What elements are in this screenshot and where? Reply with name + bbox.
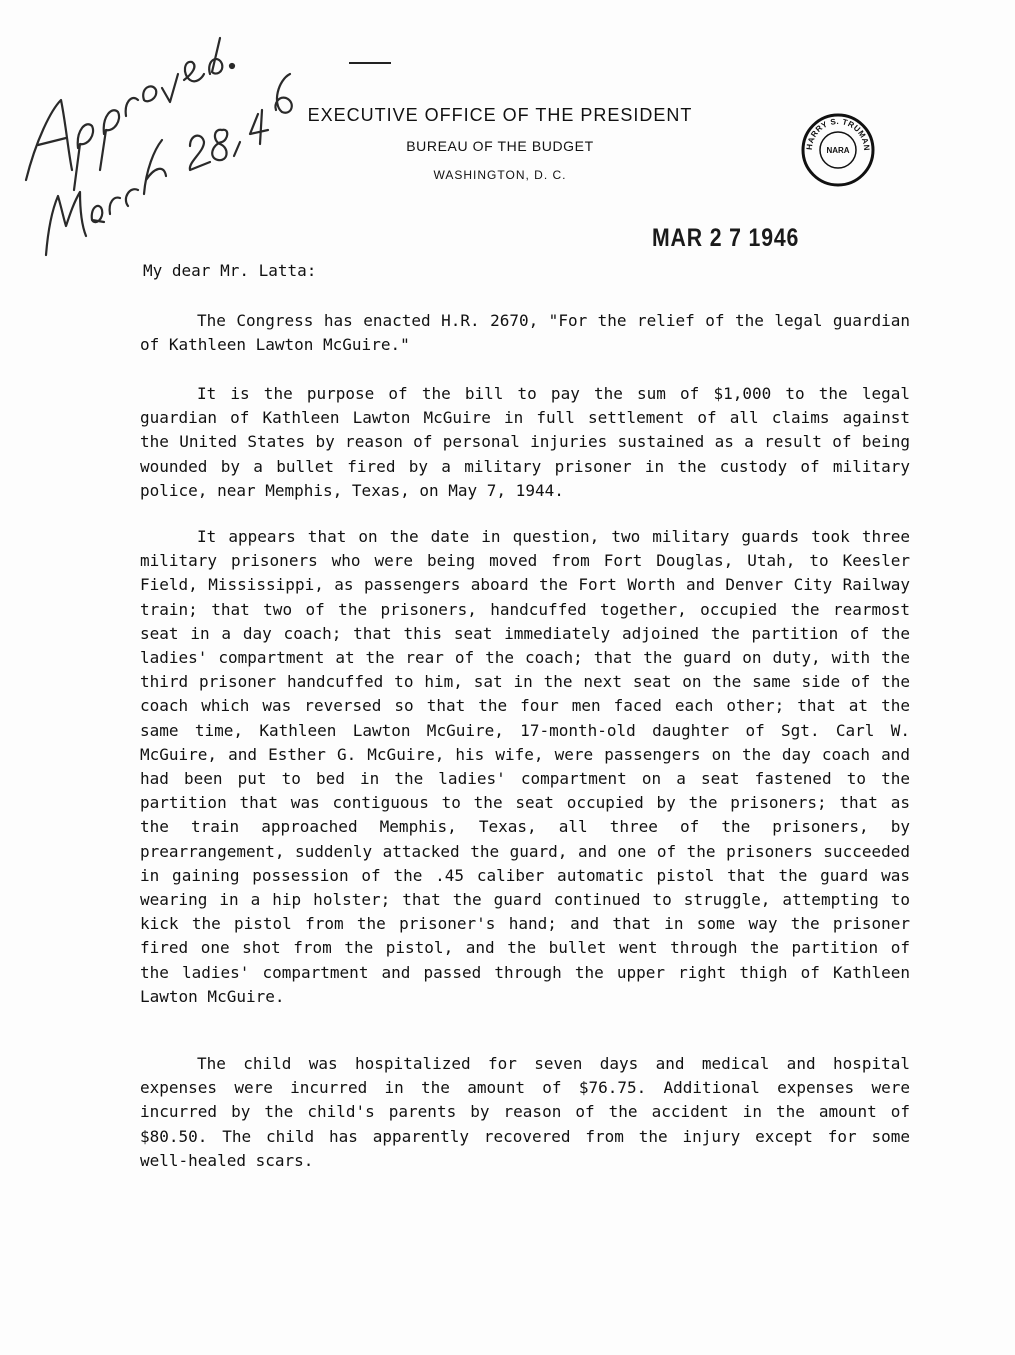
salutation: My dear Mr. Latta: — [143, 261, 317, 280]
svg-text:HARRY S. TRUMAN LIBRARY: HARRY S. TRUMAN — [804, 116, 872, 152]
library-seal-stamp — [800, 112, 876, 188]
letterhead-location: WASHINGTON, D. C. — [433, 168, 567, 182]
body-paragraph-1: The Congress has enacted H.R. 2670, "For the relief of the legal guardian of Kathleen Lawton McGuire." — [140, 311, 910, 355]
letterhead-office: EXECUTIVE OFFICE OF THE PRESIDENT — [307, 105, 693, 125]
letterhead-bureau: BUREAU OF THE BUDGET — [406, 138, 594, 154]
body-paragraph-3: It appears that on the date in question, two military guards took three military prisoners who were being moved from Fort Douglas, Utah, to Keesler Field, Mississippi, as passengers aboard the Fort Worth and Denver City Railway train; that two of the prisoners, handcuffed together, occupied the rearmost seat in a day coach; that this seat immediately adjoined the partition of the ladies' compartment at the rear of the coach; that the guard on duty, with the third prisoner handcuffed to him, sat in the next seat on the same side of the coach which was reversed so that the four men faced each other; that at the same time, Kathleen Lawton McGuire, 17-month-old daughter of Sgt. Carl W. McGuire, and Esther G. McGuire, his wife, were passengers on the day coach and had been put to bed in the ladies' compartment on a seat fastened to the partition that was contiguous to the seat occupied by the prisoners; that as the train approached Memphis, Texas, all three of the prisoners, by prearrangement, suddenly attacked the guard, and one of the prisoners succeeded in gaining possession of the .45 caliber automatic pistol that the guard was wearing in a hip holster; that the guard continued to struggle, attempting to kick the pistol from the prisoner's hand; and that in some way the prisoner fired one shot from the pistol, and the bullet went through the partition of the ladies' compartment and passed through the upper right thigh of Kathleen Lawton McGuire. — [140, 527, 910, 1006]
body-paragraph-4: The child was hospitalized for seven days and medical and hospital expenses were incurred in the amount of $76.75. Additional expenses were incurred by the child's parents by reason of the accident in the amount of $80.50. The child has apparently recovered from the injury except for some well-healed scars. — [140, 1054, 910, 1170]
svg-text:NARA: NARA — [826, 146, 850, 155]
body-paragraph-2: It is the purpose of the bill to pay the sum of $1,000 to the legal guardian of Kathleen Lawton McGuire in full settlement of all claims against the United States by reason of personal injuries sustained as a result of being wounded by a bullet fired by a military prisoner in the custody of military police, near Memphis, Texas, on May 7, 1944. — [140, 384, 910, 500]
top-dash-mark — [349, 62, 391, 64]
received-date-stamp: MAR 2 7 1946 — [652, 224, 800, 252]
letterhead — [240, 103, 760, 183]
